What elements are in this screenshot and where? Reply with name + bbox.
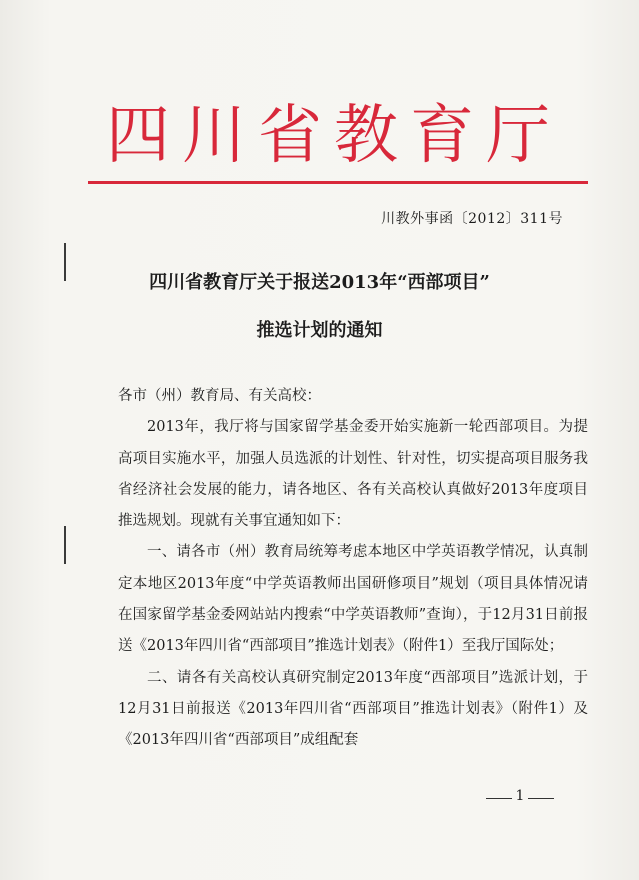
document-number: 川教外事函〔2012〕311号: [381, 211, 563, 227]
paragraph: 2013年，我厅将与国家留学基金委开始实施新一轮西部项目。为提高项目实施水平，加强人员选派的计划性、针对性，切实提高项目服务我省经济社会发展的能力，请各地区、各有关高校认真做好2013年度项目推选规划。现就有关事宜通知如下：: [118, 419, 588, 530]
paragraph: 二、请各有关高校认真研究制定2013年度“西部项目”选派计划，于12月31日前报送《2013年四川省“西部项目”推选计划表》（附件1）及《2013年四川省“西部项目”成组配套: [118, 669, 588, 749]
binding-mark: [64, 526, 66, 564]
page-number: 1: [515, 788, 525, 804]
red-divider: [88, 181, 588, 184]
page-number-dash: [486, 798, 512, 799]
title-line-1: 四川省教育厅关于报送2013年“西部项目”: [149, 272, 490, 293]
letterhead: 四川省教育厅: [106, 99, 562, 173]
document-body: [118, 381, 588, 757]
salutation: 各市（州）教育局、有关高校：: [118, 388, 321, 404]
page-number-dash: [528, 798, 554, 799]
paragraph: 一、请各市（州）教育局统筹考虑本地区中学英语教学情况，认真制定本地区2013年度“中学英语教师出国研修项目”规划（项目具体情况请在国家留学基金委网站站内搜索“中学英语教师”查询），于12月31日前报送《2013年四川省“西部项目”推选计划表》（附件1）至我厅国际处；: [118, 544, 588, 655]
title-line-2: 推选计划的通知: [256, 320, 383, 341]
